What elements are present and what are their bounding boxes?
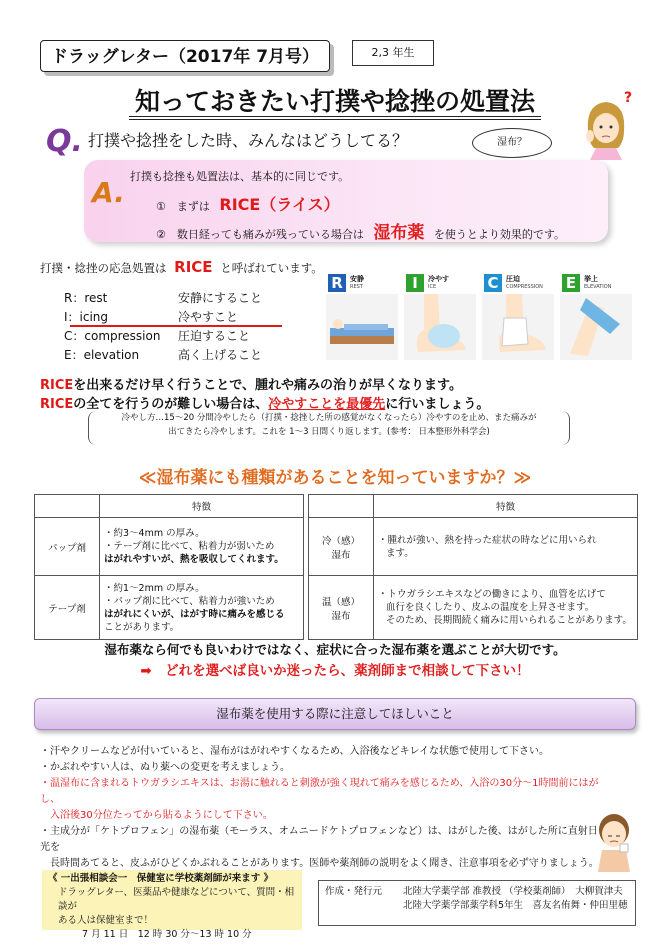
temperature-type-table: [308, 494, 638, 640]
table-row: パップ剤 ・約3～4mm の厚み。 ・テープ剤に比べて、粘着力が弱いため はがれやすいが、熱を吸収してくれます。: [35, 518, 304, 576]
sore-girl-illustration: [586, 808, 642, 872]
rice-panel-rest: R 安静 REST: [326, 272, 398, 360]
list-item: ・汗やクリームなどが付いていると、湿布がはがれやすくなるため、入浴後などキレイな状態で使用して下さい。: [40, 746, 549, 757]
rice-panel-compression: C 圧迫 COMPRESSION: [482, 272, 554, 360]
list-item: 入浴後30分位たってから貼るようにして下さい。: [50, 810, 273, 821]
section-heading: ≪湿布薬にも種類があることを知っていますか？≫: [138, 468, 532, 488]
caution-list: [40, 744, 600, 872]
list-item: E：elevation 高く上げること: [64, 348, 263, 362]
list-item: 長時間あてると、皮ふがひどくかぶれることがあります。医師や薬剤師の説明をよく聞き、注意事項を必ず守りましょう。: [50, 858, 599, 869]
rice-line-1: RICEを出来るだけ早く行うことで、腫れや痛みの治りが早くなります。: [40, 378, 462, 393]
answer-mark-label: A.: [92, 176, 125, 209]
answer-item-1: ① まずは RICE（ライス）: [156, 195, 340, 214]
grade-label: 2,3 年生: [352, 40, 434, 66]
table-header: 特徴: [374, 495, 638, 518]
advice-line-1: 湿布薬なら何でも良いわけではなく、症状に合った湿布薬を選ぶことが大切です。: [104, 642, 566, 657]
ice-pack-foot-icon: [404, 294, 476, 360]
rice-list: [64, 289, 262, 365]
rice-illustration-strip: [326, 272, 634, 360]
page-title: 知っておきたい打撲や捻挫の処置法: [0, 82, 670, 118]
question-text: 打撲や捻挫をした時、みんなはどうしてる？: [88, 131, 409, 150]
newsletter-title: ドラッグレター（2017年 7月号）: [51, 47, 320, 67]
rice-line-2: RICEの全てを行うのが難しい場合は、冷やすことを最優先に行いましょう。: [40, 397, 490, 412]
arm-sling-icon: [560, 294, 632, 360]
table-row: 温（感） 湿布 ・トウガラシエキスなどの働きにより、血管を広げて 血行を良くしたり、皮ふの温度を上昇させます。 そのため、長期間続く痛みに用いられることがあります。: [309, 576, 638, 640]
resting-person-icon: [326, 294, 398, 360]
consultation-notice: 《 一出張相談会一 保健室に学校薬剤師が来ます 》 ドラッグレター、医薬品や健康などについて、質問・相談が ある人は保健室まで！ 7 月 11 日 12 時 30 分～13 時 10 分: [42, 870, 302, 930]
list-item: ・温湿布に含まれるトウガラシエキスは、お湯に触れると刺激が強く現れて痛みを感じるため、入浴の30分～1時間前にはがし、: [40, 778, 599, 805]
table-header: 特徴: [100, 495, 304, 518]
patch-type-table: [34, 494, 304, 640]
question-mark-label: Q.: [46, 124, 83, 159]
bandaged-foot-icon: [482, 294, 554, 360]
caution-title-bar: 湿布薬を使用する際に注意してほしいこと: [34, 698, 636, 730]
cooling-note: 冷やし方…15～20 分間冷やしたら（打撲・捻挫した所の感覚がなくなったら）冷やすのを止め、また痛みが 出てきたら冷やします。これを 1～3 日間くり返します。(参考： 日本整形外科学会): [88, 411, 570, 445]
answer-item-2: ② 数日経っても痛みが残っている場合は 湿布薬 を使うとより効果的です。: [156, 223, 565, 243]
speech-bubble-shippu: 湿布？: [472, 128, 552, 158]
answer-intro: 打撲も捻挫も処置法は、基本的に同じです。: [130, 170, 350, 183]
table-row: 冷（感） 湿布 ・腫れが強い、熱を持った症状の時などに用いられ ます。: [309, 518, 638, 576]
rice-panel-elevation: E 挙上 ELEVATION: [560, 272, 632, 360]
rice-intro: 打撲・捻挫の応急処置は RICE と呼ばれています。: [40, 258, 323, 276]
author-info: 作成・発行元 北陸大学薬学部 准教授 （学校薬剤師） 大柳賀津夫 北陸大学薬学部薬学科5年生 喜友名侑舞・仲田里穂: [318, 880, 636, 926]
list-item: I：icing 冷やすこと: [64, 308, 262, 327]
advice-line-2: ➡ どれを選べば良いか迷ったら、薬剤師まで相談して下さい！: [140, 663, 530, 679]
worried-girl-illustration: ?: [578, 96, 634, 160]
list-item: R：rest 安静にすること: [64, 291, 263, 305]
rice-panel-ice: I 冷やす ICE: [404, 272, 476, 360]
list-item: ・主成分が「ケトプロフェン」の湿布薬（モーラス、オムニードケトプロフェンなど）は、はがした後、はがした所に直射日光を: [40, 826, 598, 853]
newsletter-title-box: [40, 40, 330, 72]
list-item: ・かぶれやすい人は、ぬり薬への変更を考えましょう。: [40, 762, 290, 773]
table-row: テープ剤 ・約1～2mm の厚み。 ・パップ剤に比べて、粘着力が強いため はがれにくいが、はがす時に痛みを感じる ことがあります。: [35, 576, 304, 640]
list-item: C：compression 圧迫すること: [64, 329, 251, 343]
